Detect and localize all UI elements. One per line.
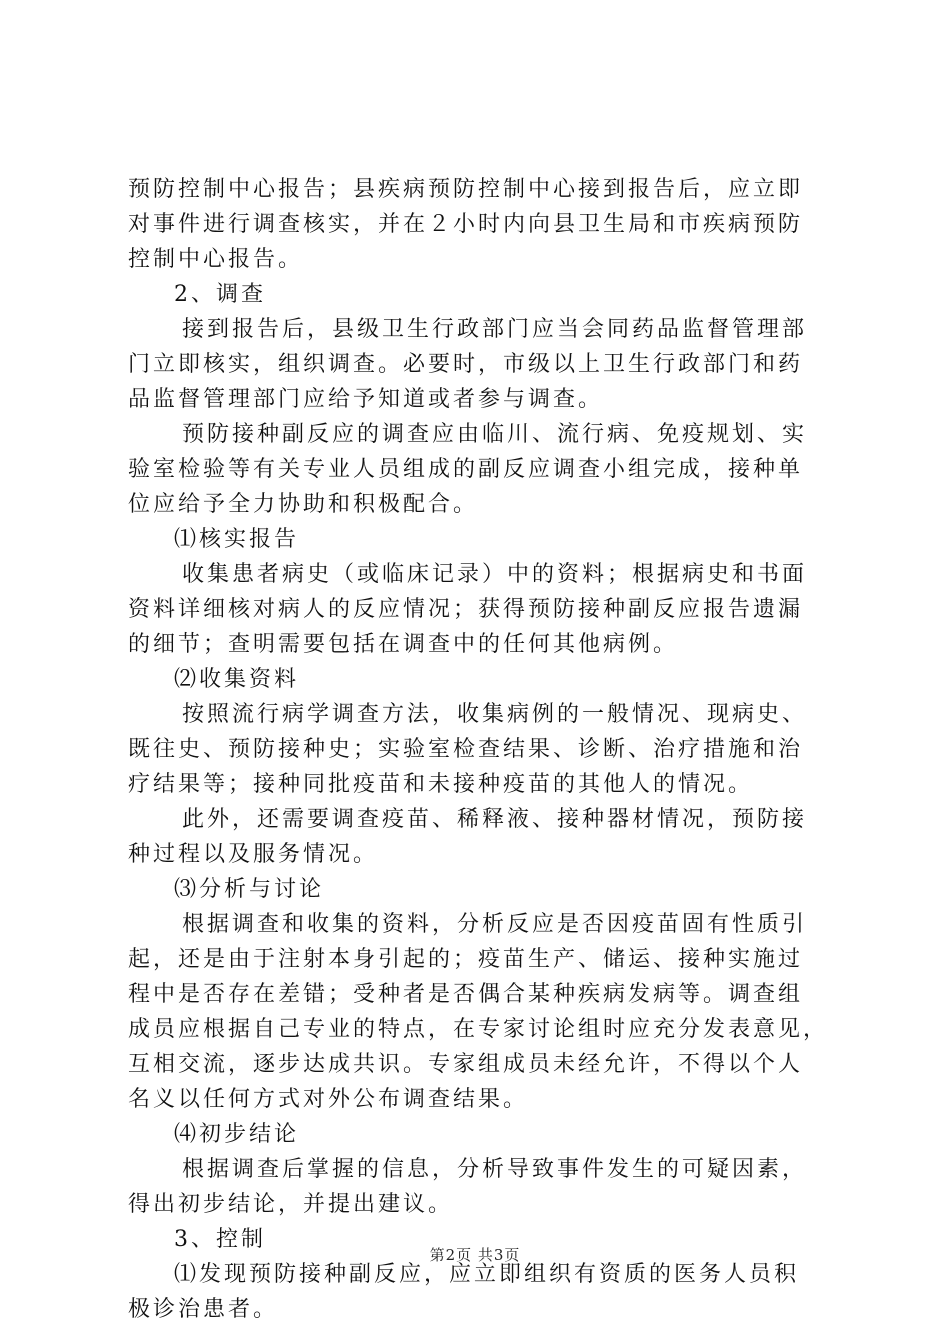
text-line: 得出初步结论，并提出建议。 bbox=[128, 1192, 454, 1217]
text-line: ⑴发现预防接种副反应，应立即组织有资质的医务人员积 bbox=[174, 1262, 800, 1287]
text-line: 资料详细核对病人的反应情况；获得预防接种副反应报告遗漏 bbox=[128, 597, 804, 622]
text-line: 根据调查后掌握的信息，分析导致事件发生的可疑因素， bbox=[182, 1157, 808, 1182]
text-line: ⑶分析与讨论 bbox=[174, 877, 325, 902]
text-line: 收集患者病史（或临床记录）中的资料；根据病史和书面 bbox=[182, 562, 808, 587]
text-line: 位应给予全力协助和积极配合。 bbox=[128, 492, 479, 517]
text-line: 起，还是由于注射本身引起的；疫苗生产、储运、接种实施过 bbox=[128, 947, 804, 972]
text-line: 种过程以及服务情况。 bbox=[128, 842, 379, 867]
text-line: 此外，还需要调查疫苗、稀释液、接种器材情况，预防接 bbox=[182, 807, 808, 832]
text-line: 对事件进行调查核实，并在２小时内向县卫生局和市疾病预防 bbox=[128, 212, 804, 237]
text-line: ⑷初步结论 bbox=[174, 1122, 300, 1147]
text-line: 3、控制 bbox=[174, 1227, 266, 1252]
text-line: 的细节；查明需要包括在调查中的任何其他病例。 bbox=[128, 632, 679, 657]
text-line: 成员应根据自己专业的特点，在专家讨论组时应充分发表意见， bbox=[128, 1017, 829, 1042]
text-line: 互相交流，逐步达成共识。专家组成员未经允许，不得以个人 bbox=[128, 1052, 804, 1077]
text-line: 极诊治患者。 bbox=[128, 1297, 279, 1322]
text-line: ⑵收集资料 bbox=[174, 667, 300, 692]
text-line: 根据调查和收集的资料，分析反应是否因疫苗固有性质引 bbox=[182, 912, 808, 937]
text-line: 预防控制中心报告；县疾病预防控制中心接到报告后，应立即 bbox=[128, 177, 804, 202]
text-line: 预防接种副反应的调查应由临川、流行病、免疫规划、实 bbox=[182, 422, 808, 447]
text-line: ⑴核实报告 bbox=[174, 527, 300, 552]
text-line: 品监督管理部门应给予知道或者参与调查。 bbox=[128, 387, 604, 412]
text-line: 验室检验等有关专业人员组成的副反应调查小组完成，接种单 bbox=[128, 457, 804, 482]
text-line: 门立即核实，组织调查。必要时，市级以上卫生行政部门和药 bbox=[128, 352, 804, 377]
document-body bbox=[128, 172, 828, 1327]
text-line: 名义以任何方式对外公布调查结果。 bbox=[128, 1087, 529, 1112]
text-line: 疗结果等；接种同批疫苗和未接种疫苗的其他人的情况。 bbox=[128, 772, 754, 797]
text-line: 程中是否存在差错；受种者是否偶合某种疾病发病等。调查组 bbox=[128, 982, 804, 1007]
text-line: 2、调查 bbox=[174, 282, 266, 307]
text-line: 控制中心报告。 bbox=[128, 247, 304, 272]
text-line: 按照流行病学调查方法，收集病例的一般情况、现病史、 bbox=[182, 702, 808, 727]
text-line: 既往史、预防接种史；实验室检查结果、诊断、治疗措施和治 bbox=[128, 737, 804, 762]
page-footer: 第2页 共3页 bbox=[429, 1246, 521, 1264]
text-line: 接到报告后，县级卫生行政部门应当会同药品监督管理部 bbox=[182, 317, 808, 342]
